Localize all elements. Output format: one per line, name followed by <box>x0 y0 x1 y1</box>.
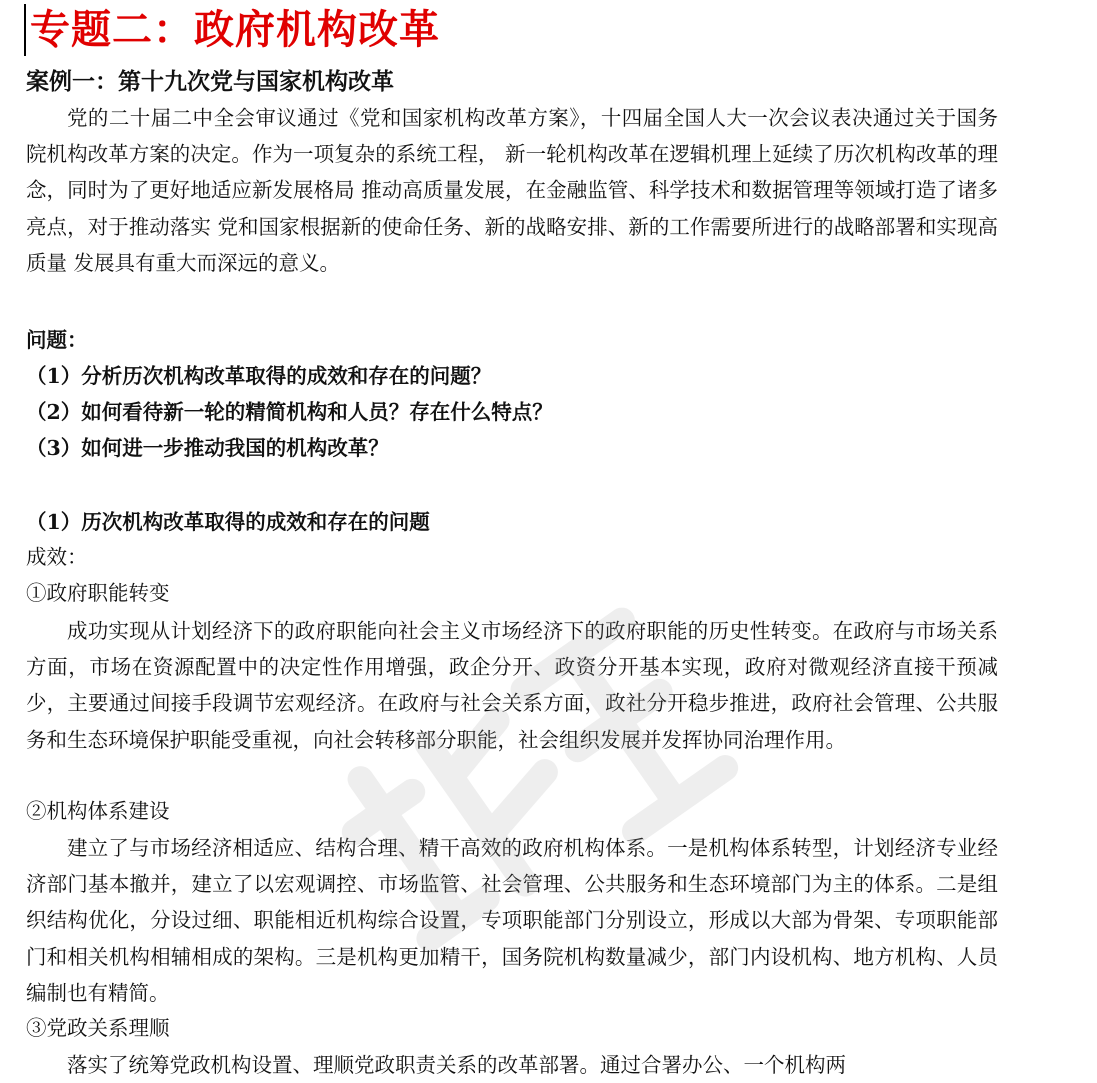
section-body-2: 建立了与市场经济相适应、结构合理、精干高效的政府机构体系。一是机构体系转型，计划经济专业经济部门基本撤并，建立了以宏观调控、市场监管、社会管理、公共服务和生态环境部门为主的体系。二是组织结构优化，分设过细、职能相近机构综合设置，专项职能部门分别设立，形成以大部为骨架、专项职能部门和相关机构相辅相成的架构。三是机构更加精干，国务院机构数量减少，部门内设机构、地方机构、人员编制也有精简。 <box>26 836 998 1005</box>
text-cursor <box>24 4 26 56</box>
page-title: 专题二：政府机构改革 <box>30 6 440 53</box>
effects-label: 成效： <box>26 545 88 569</box>
section-body-1: 成功实现从计划经济下的政府职能向社会主义市场经济下的政府职能的历史性转变。在政府与市场关系方面，市场在资源配置中的决定性作用增强，政企分开、政资分开基本实现，政府对微观经济直接干预减少，主要通过间接手段调节宏观经济。在政府与社会关系方面，政社分开稳步推进，政府社会管理、公共服务和生态环境保护职能受重视，向社会转移部分职能，社会组织发展并发挥协同治理作用。 <box>26 619 998 752</box>
intro-paragraph: 党的二十届二中全会审议通过《党和国家机构改革方案》，十四届全国人大一次会议表决通过关于国务院机构改革方案的决定。作为一项复杂的系统工程， 新一轮机构改革在逻辑机理上延续了历次机构改革的理念，同时为了更好地适应新发展格局 推动高质量发展，在金融监管、科学技术和数据管理等领域打造了诸多亮点，对于推动落实 党和国家根据新的使命任务、新的战略安排、新的工作需要所进行的战略部署和实现高质量 发展具有重大而深远的意义。 <box>26 106 998 275</box>
section-heading-2: ②机构体系建设 <box>26 799 170 823</box>
answer-heading: （1）历次机构改革取得的成效和存在的问题 <box>26 510 430 534</box>
question-item-3: （3）如何进一步推动我国的机构改革？ <box>26 436 389 460</box>
section-heading-3: ③党政关系理顺 <box>26 1016 170 1040</box>
question-item-2: （2）如何看待新一轮的精简机构和人员？存在什么特点？ <box>26 400 553 424</box>
question-item-1: （1）分析历次机构改革取得的成效和存在的问题？ <box>26 364 492 388</box>
case-title: 案例一：第十九次党与国家机构改革 <box>26 68 394 95</box>
section-body-3: 落实了统筹党政机构设置、理顺党政职责关系的改革部署。通过合署办公、一个机构两 <box>67 1053 846 1077</box>
questions-label: 问题： <box>26 328 88 352</box>
section-heading-1: ①政府职能转变 <box>26 581 170 605</box>
